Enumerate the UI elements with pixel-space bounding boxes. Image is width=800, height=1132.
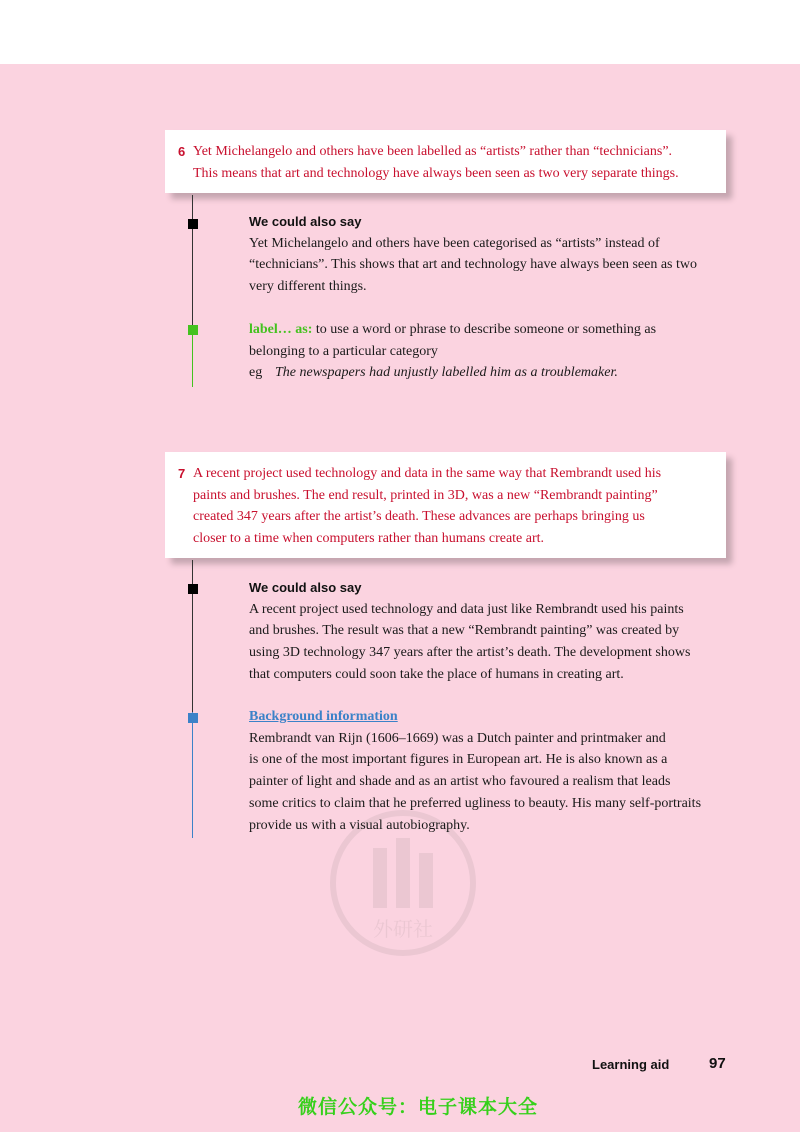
also-say-line: and brushes. The result was that a new “Rembrandt painting” was created by xyxy=(249,623,680,639)
vocab-definition-continued: belonging to a particular category xyxy=(249,343,438,359)
callout-line: created 347 years after the artist’s death. These advances are perhaps bringing us xyxy=(193,509,645,524)
footer-label: Learning aid xyxy=(592,1057,670,1072)
square-marker-icon xyxy=(188,713,198,723)
also-say-line: that computers could soon take the place of humans in creating art. xyxy=(249,666,624,682)
background-line: Rembrandt van Rijn (1606–1669) was a Dutch painter and printmaker and xyxy=(249,730,666,746)
callout-line: This means that art and technology have always been seen as two very separate things. xyxy=(193,165,679,181)
background-line: painter of light and shade and as an artist who favoured a realism that leads xyxy=(249,774,671,790)
also-say-line: very different things. xyxy=(249,279,367,295)
svg-text:外研社: 外研社 xyxy=(373,917,433,941)
also-say-block-7 xyxy=(249,577,729,686)
square-marker-icon xyxy=(188,584,198,594)
item-number: 7 xyxy=(178,466,186,481)
square-marker-icon xyxy=(188,219,198,229)
eg-label: eg xyxy=(249,365,263,381)
also-say-line: A recent project used technology and data just like Rembrandt used his paints xyxy=(249,601,684,617)
callout-box-7 xyxy=(165,452,726,558)
callout-line: closer to a time when computers rather than humans create art. xyxy=(193,530,545,546)
timeline-line-blue xyxy=(192,712,193,838)
wechat-watermark: 微信公众号：电子课本大全 xyxy=(298,1096,539,1118)
vocab-example: The newspapers had unjustly labelled him as a troublemaker. xyxy=(275,365,618,381)
square-marker-icon xyxy=(188,325,198,335)
callout-line: paints and brushes. The end result, printed in 3D, was a new “Rembrandt painting” xyxy=(193,487,658,503)
callout-box-6 xyxy=(165,130,726,193)
background-info-block xyxy=(249,706,729,836)
also-say-line: “technicians”. This shows that art and technology have always been seen as two xyxy=(249,257,697,273)
item-number: 6 xyxy=(178,144,186,159)
vocab-example-line xyxy=(249,362,729,384)
vocab-term: label… as: xyxy=(249,322,313,337)
vocab-definition: to use a word or phrase to describe someone or something as xyxy=(312,322,657,337)
also-say-line: using 3D technology 347 years after the artist’s death. The development shows xyxy=(249,645,691,661)
background-line: is one of the most important figures in European art. He is also known as a xyxy=(249,752,668,768)
callout-line: A recent project used technology and data in the same way that Rembrandt used his xyxy=(193,466,662,481)
timeline-line xyxy=(192,195,193,325)
vocab-line xyxy=(249,319,729,341)
background-line: some critics to claim that he preferred ugliness to beauty. His many self-portraits xyxy=(249,795,702,811)
page-number: 97 xyxy=(709,1055,726,1072)
also-say-block-6 xyxy=(249,211,729,298)
also-say-heading: We could also say xyxy=(249,580,362,595)
also-say-heading: We could also say xyxy=(249,214,362,229)
vocab-block xyxy=(249,319,729,384)
timeline-line xyxy=(192,560,193,712)
background-line: provide us with a visual autobiography. xyxy=(249,817,470,833)
callout-line: Yet Michelangelo and others have been labelled as “artists” rather than “technicians”. xyxy=(193,144,673,159)
background-info-title: Background information xyxy=(249,709,398,724)
also-say-line: Yet Michelangelo and others have been categorised as “artists” instead of xyxy=(249,235,660,251)
